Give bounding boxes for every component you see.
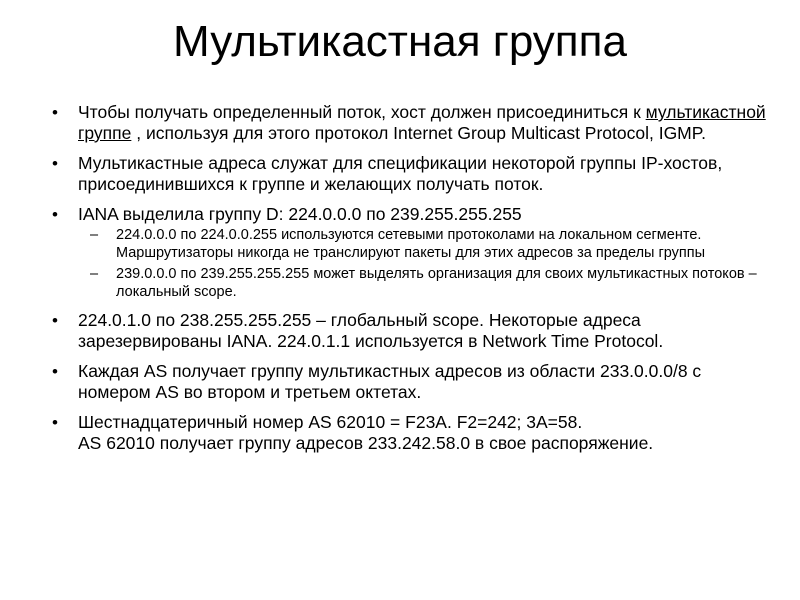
bullet-item: [78, 361, 778, 403]
sub-bullet-list: [78, 227, 778, 301]
bullet-item: [78, 310, 778, 352]
bullet-text-line: Шестнадцатеричный номер AS 62010 = F23A. F2=242; 3A=58.: [78, 412, 583, 432]
bullet-item: [78, 412, 778, 454]
bullet-item: [78, 102, 778, 144]
bullet-text: , используя для этого протокол Internet Group Multicast Protocol, IGMP.: [131, 123, 707, 143]
slide-title: Мультикастная группа: [173, 17, 627, 66]
multicast-group-link[interactable]: мультикастной группе: [78, 102, 766, 143]
bullet-text: IANA выделила группу D: 224.0.0.0 по 239.255.255.255: [78, 204, 522, 224]
bullet-text-line: AS 62010 получает группу адресов 233.242.58.0 в свое распоряжение.: [78, 433, 654, 453]
bullet-text: 224.0.1.0 по 238.255.255.255 – глобальный scope. Некоторые адреса зарезервированы IANA. 224.0.1.1 используется в Network Time Protocol.: [78, 310, 664, 351]
sub-bullet-item: [116, 227, 778, 262]
bullet-text: Каждая AS получает группу мультикастных адресов из области 233.0.0.0/8 с номером AS во втором и третьем октетах.: [78, 361, 702, 402]
sub-bullet-item: [116, 266, 778, 301]
sub-bullet-text: 224.0.0.0 по 224.0.0.255 используются сетевыми протоколами на локальном сегменте. Маршрутизаторы никогда не транслируют пакеты для этих адресов за пределы группы: [116, 227, 706, 261]
bullet-list: [78, 102, 778, 463]
bullet-text: Чтобы получать определенный поток, хост должен присоединиться к: [78, 102, 646, 122]
bullet-item: [78, 204, 778, 301]
bullet-text: Мультикастные адреса служат для спецификации некоторой группы IP-хостов, присоединившихся к группе и желающих получать поток.: [78, 153, 723, 194]
sub-bullet-text: 239.0.0.0 по 239.255.255.255 может выделять организация для своих мультикастных потоков – локальный scope.: [116, 266, 757, 300]
bullet-item: [78, 153, 778, 195]
